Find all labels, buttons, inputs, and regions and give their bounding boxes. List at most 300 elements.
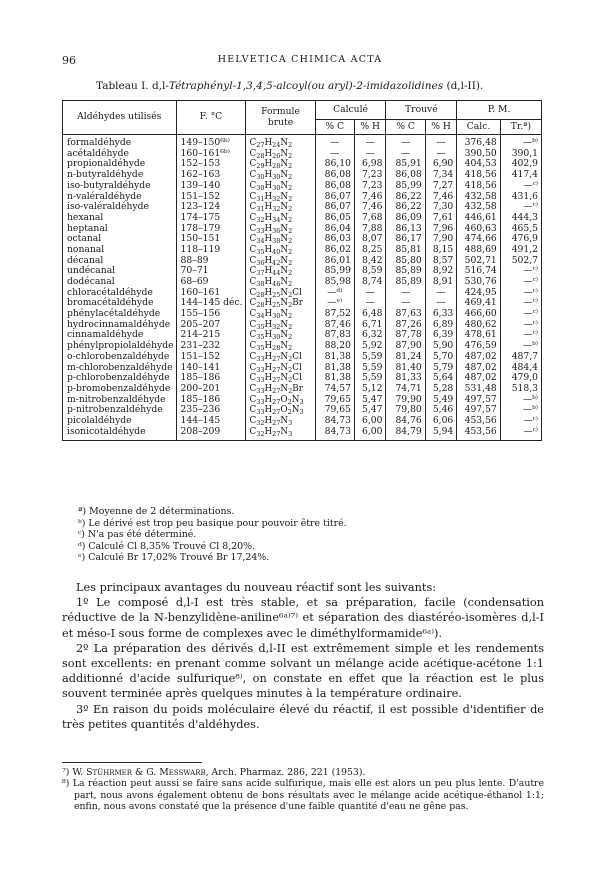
cell-found-c: 86,08 xyxy=(386,170,425,181)
cell-pm-found: —ᶜ⁾ xyxy=(500,309,541,320)
formula-element: H xyxy=(264,341,273,352)
formula-element: C xyxy=(249,373,257,384)
cell-calc-h: 7,46 xyxy=(354,202,386,213)
cell-pm-calc: 488,69 xyxy=(457,245,500,256)
formula-subscript: 37 xyxy=(256,269,265,278)
cell-found-c: — xyxy=(386,298,425,309)
cell-calc-c: 86,07 xyxy=(315,191,354,202)
formula-subscript: 28 xyxy=(272,344,281,353)
cell-aldehyde: m-nitrobenzaldéhyde xyxy=(63,395,177,406)
table-row xyxy=(63,135,542,149)
cell-pm-found: 465,5 xyxy=(500,224,541,235)
formula-element: N xyxy=(280,138,289,149)
cell-pm-calc: 432,58 xyxy=(457,202,500,213)
cell-formula xyxy=(246,266,315,277)
formula-subscript: 25 xyxy=(272,301,281,310)
formula-element: C xyxy=(249,159,257,170)
formula-subscript: 28 xyxy=(256,151,265,160)
cell-found-c: 87,78 xyxy=(386,330,425,341)
cell-pm-found: —ᶜ⁾ xyxy=(500,416,541,427)
cell-aldehyde: p-chlorobenzaldéhyde xyxy=(63,373,177,384)
formula-subscript: 2 xyxy=(288,141,293,150)
formula-subscript: 2 xyxy=(288,376,293,385)
formula-element: N xyxy=(280,415,289,426)
formula-subscript: 2 xyxy=(288,205,293,214)
cell-pm-calc: 453,56 xyxy=(457,427,500,441)
cell-aldehyde: chloracétaldéhyde xyxy=(63,288,177,299)
formula-element: C xyxy=(249,341,257,352)
formula-element: H xyxy=(264,159,273,170)
formula-subscript: 2 xyxy=(287,408,292,417)
cell-calc-h: 6,48 xyxy=(354,309,386,320)
cell-found-h: 6,90 xyxy=(425,159,457,170)
footnote-7-ref: Arch. Pharmaz. 286, 221 (1953). xyxy=(208,767,366,778)
cell-melting-point: 144–145 déc. xyxy=(176,298,246,309)
cell-aldehyde: o-chlorobenzaldéhyde xyxy=(63,352,177,363)
formula-element: H xyxy=(264,298,273,309)
formula-subscript: 27 xyxy=(272,418,281,427)
cell-formula xyxy=(246,245,315,256)
cell-melting-point: 208–209 xyxy=(176,427,246,441)
cell-calc-h: 6,00 xyxy=(354,427,386,441)
cell-pm-found: 502,7 xyxy=(500,256,541,267)
formula-element: C xyxy=(249,351,257,362)
formula-element: H xyxy=(264,212,273,223)
cell-pm-calc: 432,58 xyxy=(457,191,500,202)
header-aldehyde: Aldéhydes utilisés xyxy=(63,101,177,135)
cell-found-c: 81,40 xyxy=(386,362,425,373)
cell-melting-point: 149–150⁶ᵇ⁾ xyxy=(176,135,246,149)
cell-pm-found: —ᶜ⁾ xyxy=(500,266,541,277)
cell-melting-point: 178–179 xyxy=(176,224,246,235)
cell-pm-calc: 446,61 xyxy=(457,213,500,224)
cell-aldehyde: décanal xyxy=(63,256,177,267)
formula-subscript: 27 xyxy=(272,365,281,374)
formula-element: C xyxy=(249,244,257,255)
cell-formula xyxy=(246,277,315,288)
formula-element: N xyxy=(291,394,300,405)
cell-found-h: 5,70 xyxy=(425,352,457,363)
cell-formula xyxy=(246,416,315,427)
header-found: Trouvé xyxy=(386,101,457,120)
formula-subscript: 33 xyxy=(256,376,265,385)
header-formula xyxy=(246,101,315,135)
cell-formula xyxy=(246,427,315,441)
formula-element: H xyxy=(264,266,273,277)
formula-element: N xyxy=(280,330,289,341)
cell-found-h: 5,79 xyxy=(425,362,457,373)
cell-calc-h: 7,68 xyxy=(354,213,386,224)
formula-subscript: 36 xyxy=(272,226,281,235)
formula-subscript: 25 xyxy=(272,290,281,299)
cell-melting-point: 151–152 xyxy=(176,352,246,363)
cell-found-c: 86,17 xyxy=(386,234,425,245)
cell-formula xyxy=(246,341,315,352)
cell-calc-h: 6,32 xyxy=(354,330,386,341)
table-note-d: ᵈ) Calculé Cl 8,35% Trouvé Cl 8,20%. xyxy=(78,540,256,552)
formula-element: N xyxy=(280,170,289,181)
cell-calc-h: 5,12 xyxy=(354,384,386,395)
formula-element: C xyxy=(249,255,257,266)
formula-subscript: 32 xyxy=(256,418,265,427)
cell-pm-found: 491,2 xyxy=(500,245,541,256)
formula-element: C xyxy=(249,180,257,191)
cell-calc-h: 8,74 xyxy=(354,277,386,288)
cell-calc-h: 8,07 xyxy=(354,234,386,245)
formula-element: C xyxy=(249,223,257,234)
cell-calc-c: 86,07 xyxy=(315,202,354,213)
cell-aldehyde: phénylacétaldéhyde xyxy=(63,309,177,320)
formula-element: H xyxy=(264,180,273,191)
formula-element: N xyxy=(291,405,300,416)
formula-subscript: 31 xyxy=(256,194,265,203)
caption-lead: Tableau I. xyxy=(96,80,149,92)
formula-element: C xyxy=(249,319,257,330)
formula-element: C xyxy=(249,138,257,149)
formula-element: C xyxy=(249,212,257,223)
formula-subscript: 30 xyxy=(272,173,281,182)
formula-subscript: 32 xyxy=(256,429,265,438)
cell-melting-point: 144–145 xyxy=(176,416,246,427)
cell-found-h: 5,49 xyxy=(425,395,457,406)
cell-aldehyde: n-valéraldéhyde xyxy=(63,191,177,202)
formula-element: N xyxy=(280,373,289,384)
cell-calc-h: 8,59 xyxy=(354,266,386,277)
cell-calc-c: 86,03 xyxy=(315,234,354,245)
formula-subscript: 30 xyxy=(256,183,265,192)
formula-element: C xyxy=(249,277,257,288)
footnote-rule xyxy=(62,762,202,763)
cell-aldehyde: bromacétaldéhyde xyxy=(63,298,177,309)
cell-calc-c: 79,65 xyxy=(315,405,354,416)
formula-subscript: 33 xyxy=(256,408,265,417)
cell-pm-found: 484,4 xyxy=(500,362,541,373)
formula-subscript: 2 xyxy=(288,247,293,256)
data-table xyxy=(62,100,542,441)
cell-calc-c: — xyxy=(315,149,354,160)
table-note-b: ᵇ) Le dérivé est trop peu basique pour pouvoir être titré. xyxy=(78,517,347,529)
formula-element: H xyxy=(264,309,273,320)
cell-aldehyde: acétaldéhyde xyxy=(63,149,177,160)
header-formula-line1: Formule xyxy=(261,106,300,117)
cell-found-h: — xyxy=(425,288,457,299)
cell-calc-c: 87,46 xyxy=(315,320,354,331)
cell-found-h: 5,64 xyxy=(425,373,457,384)
cell-aldehyde: isonicotaldéhyde xyxy=(63,427,177,441)
formula-element: N xyxy=(280,287,289,298)
cell-calc-c: 85,98 xyxy=(315,277,354,288)
cell-formula xyxy=(246,384,315,395)
formula-element: N xyxy=(280,351,289,362)
cell-calc-c: 86,10 xyxy=(315,159,354,170)
cell-found-c: 84,79 xyxy=(386,427,425,441)
formula-subscript: 33 xyxy=(256,397,265,406)
cell-pm-calc: 376,48 xyxy=(457,135,500,149)
cell-formula xyxy=(246,288,315,299)
cell-pm-found: —ᵇ⁾ xyxy=(500,341,541,352)
cell-found-c: 86,22 xyxy=(386,202,425,213)
cell-pm-calc: 530,76 xyxy=(457,277,500,288)
cell-melting-point: 185–186 xyxy=(176,395,246,406)
cell-calc-c: 88,20 xyxy=(315,341,354,352)
formula-element: H xyxy=(264,330,273,341)
formula-element: N xyxy=(280,298,289,309)
table-row xyxy=(63,384,542,395)
formula-element: H xyxy=(264,170,273,181)
cell-found-c: 81,24 xyxy=(386,352,425,363)
formula-element: H xyxy=(264,287,273,298)
formula-subscript: 31 xyxy=(256,205,265,214)
formula-subscript: 35 xyxy=(256,344,265,353)
table-row xyxy=(63,352,542,363)
cell-aldehyde: dodécanal xyxy=(63,277,177,288)
formula-element: C xyxy=(249,415,257,426)
formula-element: H xyxy=(264,244,273,255)
cell-found-h: — xyxy=(425,298,457,309)
cell-melting-point: 155–156 xyxy=(176,309,246,320)
cell-found-c: 87,90 xyxy=(386,341,425,352)
formula-subscript: 44 xyxy=(272,269,281,278)
formula-subscript: 42 xyxy=(272,258,281,267)
formula-element: Cl xyxy=(292,287,302,298)
paragraph-2: 2º La préparation des dérivés d,l-II est extrêmement simple et les rendements sont excellents: en prenant comme solvant un mélange acide acétique-acétone 1:1 additionné d'acide sulfurique⁸⁾, on constate en effet que la réaction est le plus souvent terminée après quelques minutes à la température ordinaire. xyxy=(62,641,544,701)
formula-element: O xyxy=(280,394,288,405)
formula-subscript: 33 xyxy=(256,354,265,363)
cell-pm-calc: 466,60 xyxy=(457,309,500,320)
cell-aldehyde: hexanal xyxy=(63,213,177,224)
cell-pm-calc: 531,48 xyxy=(457,384,500,395)
table-note-e: ᵉ) Calculé Br 17,02% Trouvé Br 17,24%. xyxy=(78,552,270,564)
formula-element: H xyxy=(264,223,273,234)
cell-formula xyxy=(246,352,315,363)
cell-pm-calc: 460,63 xyxy=(457,224,500,235)
formula-element: N xyxy=(280,223,289,234)
formula-element: N xyxy=(280,266,289,277)
data-table-wrapper xyxy=(62,100,542,441)
cell-calc-c: 86,08 xyxy=(315,181,354,192)
cell-melting-point: 68–69 xyxy=(176,277,246,288)
cell-found-c: — xyxy=(386,135,425,149)
formula-subscript: 2 xyxy=(288,269,293,278)
formula-subscript: 35 xyxy=(256,247,265,256)
cell-calc-c: 86,05 xyxy=(315,213,354,224)
cell-melting-point: 150–151 xyxy=(176,234,246,245)
footnotes xyxy=(62,762,544,813)
formula-subscript: 27 xyxy=(272,354,281,363)
cell-pm-calc: 497,57 xyxy=(457,395,500,406)
header-found-c: % C xyxy=(386,120,425,135)
table-row xyxy=(63,427,542,441)
cell-melting-point: 235–236 xyxy=(176,405,246,416)
formula-element: H xyxy=(264,405,273,416)
cell-calc-h: — xyxy=(354,135,386,149)
cell-melting-point: 214–215 xyxy=(176,330,246,341)
formula-subscript: 2 xyxy=(288,162,293,171)
cell-pm-found: —ᶜ⁾ xyxy=(500,202,541,213)
formula-subscript: 27 xyxy=(256,141,265,150)
cell-calc-h: 8,42 xyxy=(354,256,386,267)
cell-pm-calc: 453,56 xyxy=(457,416,500,427)
cell-found-h: 7,27 xyxy=(425,181,457,192)
cell-calc-h: 7,23 xyxy=(354,181,386,192)
cell-melting-point: 152–153 xyxy=(176,159,246,170)
table-caption xyxy=(96,80,483,92)
cell-found-c: 85,91 xyxy=(386,159,425,170)
cell-pm-found: 444,3 xyxy=(500,213,541,224)
formula-subscript: 2 xyxy=(288,226,293,235)
cell-formula xyxy=(246,373,315,384)
formula-subscript: 3 xyxy=(299,397,304,406)
formula-subscript: 32 xyxy=(256,215,265,224)
cell-calc-h: 7,23 xyxy=(354,170,386,181)
formula-element: H xyxy=(264,373,273,384)
formula-element: N xyxy=(280,319,289,330)
cell-aldehyde: formaldéhyde xyxy=(63,135,177,149)
cell-found-c: 84,76 xyxy=(386,416,425,427)
cell-formula xyxy=(246,224,315,235)
cell-melting-point: 231–232 xyxy=(176,341,246,352)
cell-pm-found: 479,0 xyxy=(500,373,541,384)
formula-subscript: 30 xyxy=(272,312,281,321)
formula-subscript: 2 xyxy=(288,333,293,342)
formula-element: C xyxy=(249,405,257,416)
cell-found-c: — xyxy=(386,288,425,299)
cell-aldehyde: phénylpropiolaldéhyde xyxy=(63,341,177,352)
formula-element: H xyxy=(264,277,273,288)
formula-element: H xyxy=(264,383,273,394)
formula-element: N xyxy=(280,159,289,170)
cell-found-h: 5,46 xyxy=(425,405,457,416)
cell-found-h: 6,89 xyxy=(425,320,457,331)
formula-subscript: 38 xyxy=(256,280,265,289)
cell-formula xyxy=(246,309,315,320)
formula-element: H xyxy=(264,426,273,437)
table-row xyxy=(63,181,542,192)
caption-prefix: d,l- xyxy=(151,80,169,92)
cell-formula xyxy=(246,405,315,416)
formula-element: N xyxy=(280,277,289,288)
formula-subscript: 34 xyxy=(256,237,265,246)
formula-element: C xyxy=(249,362,257,373)
footnote-7 xyxy=(62,767,544,778)
cell-found-h: 8,15 xyxy=(425,245,457,256)
cell-calc-h: 5,92 xyxy=(354,341,386,352)
formula-subscript: 34 xyxy=(256,312,265,321)
cell-melting-point: 123–124 xyxy=(176,202,246,213)
formula-subscript: 32 xyxy=(272,322,281,331)
cell-pm-calc: 516,74 xyxy=(457,266,500,277)
cell-found-h: 8,92 xyxy=(425,266,457,277)
cell-pm-calc: 418,56 xyxy=(457,170,500,181)
formula-element: N xyxy=(280,341,289,352)
cell-formula xyxy=(246,298,315,309)
cell-pm-calc: 480,62 xyxy=(457,320,500,331)
formula-element: C xyxy=(249,426,257,437)
formula-subscript: 24 xyxy=(272,141,281,150)
cell-found-h: 7,90 xyxy=(425,234,457,245)
cell-calc-c: 86,08 xyxy=(315,170,354,181)
table-row xyxy=(63,213,542,224)
cell-found-c: 79,90 xyxy=(386,395,425,406)
formula-subscript: 2 xyxy=(288,386,293,395)
formula-subscript: 2 xyxy=(288,151,293,160)
formula-subscript: 2 xyxy=(288,365,293,374)
formula-subscript: 2 xyxy=(288,322,293,331)
cell-found-h: 5,94 xyxy=(425,427,457,441)
table-note-c: ᶜ) N'a pas été déterminé. xyxy=(78,529,197,541)
header-formula-line2: brute xyxy=(267,116,294,128)
cell-found-h: — xyxy=(425,135,457,149)
cell-found-c: 74,71 xyxy=(386,384,425,395)
cell-pm-found: 476,9 xyxy=(500,234,541,245)
cell-found-h: 8,91 xyxy=(425,277,457,288)
formula-subscript: 2 xyxy=(288,280,293,289)
formula-subscript: 2 xyxy=(288,194,293,203)
paragraph-3: 3º En raison du poids moléculaire élevé du réactif, il est possible d'identifier de très petites quantités d'aldéhydes. xyxy=(62,702,544,731)
cell-found-h: 5,90 xyxy=(425,341,457,352)
header-found-h: % H xyxy=(425,120,457,135)
formula-element: H xyxy=(264,138,273,149)
cell-aldehyde: p-nitrobenzaldéhyde xyxy=(63,405,177,416)
cell-aldehyde: m-chlorobenzaldéhyde xyxy=(63,362,177,373)
cell-calc-h: 8,25 xyxy=(354,245,386,256)
formula-subscript: 36 xyxy=(256,258,265,267)
cell-calc-c: 86,04 xyxy=(315,224,354,235)
cell-found-h: 6,39 xyxy=(425,330,457,341)
cell-formula xyxy=(246,362,315,373)
cell-calc-c: 79,65 xyxy=(315,395,354,406)
formula-element: C xyxy=(249,266,257,277)
cell-calc-h: 6,71 xyxy=(354,320,386,331)
cell-found-h: 6,33 xyxy=(425,309,457,320)
formula-element: H xyxy=(264,415,273,426)
formula-element: H xyxy=(264,234,273,245)
header-fc: F. °C xyxy=(176,101,246,135)
formula-element: H xyxy=(264,191,273,202)
cell-melting-point: 118–119 xyxy=(176,245,246,256)
paragraph-intro: Les principaux avantages du nouveau réactif sont les suivants: xyxy=(76,581,437,594)
formula-subscript: 2 xyxy=(288,173,293,182)
formula-element: H xyxy=(264,148,273,159)
formula-subscript: 2 xyxy=(288,237,293,246)
cell-found-h: 7,96 xyxy=(425,224,457,235)
caption-italic: Tétraphényl-1,3,4,5-alcoyl(ou aryl)-2-imidazolidines xyxy=(168,80,444,92)
footnote-7-number: ⁷) xyxy=(62,767,70,778)
cell-calc-c: 81,38 xyxy=(315,352,354,363)
formula-element: N xyxy=(280,426,289,437)
formula-element: C xyxy=(249,383,257,394)
cell-found-c: 87,26 xyxy=(386,320,425,331)
cell-found-h: 7,61 xyxy=(425,213,457,224)
cell-formula xyxy=(246,149,315,160)
formula-subscript: 27 xyxy=(272,386,281,395)
formula-subscript: 27 xyxy=(272,429,281,438)
cell-found-h: 5,28 xyxy=(425,384,457,395)
formula-subscript: 30 xyxy=(272,183,281,192)
formula-subscript: 3 xyxy=(299,408,304,417)
formula-subscript: 28 xyxy=(256,301,265,310)
cell-found-c: 81,33 xyxy=(386,373,425,384)
cell-calc-h: 6,00 xyxy=(354,416,386,427)
formula-subscript: 27 xyxy=(272,397,281,406)
header-pm-calc: Calc. xyxy=(457,120,500,135)
cell-calc-h: 5,59 xyxy=(354,352,386,363)
formula-element: H xyxy=(264,319,273,330)
cell-pm-found: —ᶜ⁾ xyxy=(500,298,541,309)
formula-element: Cl xyxy=(292,362,302,373)
formula-element: N xyxy=(280,212,289,223)
formula-element: C xyxy=(249,170,257,181)
